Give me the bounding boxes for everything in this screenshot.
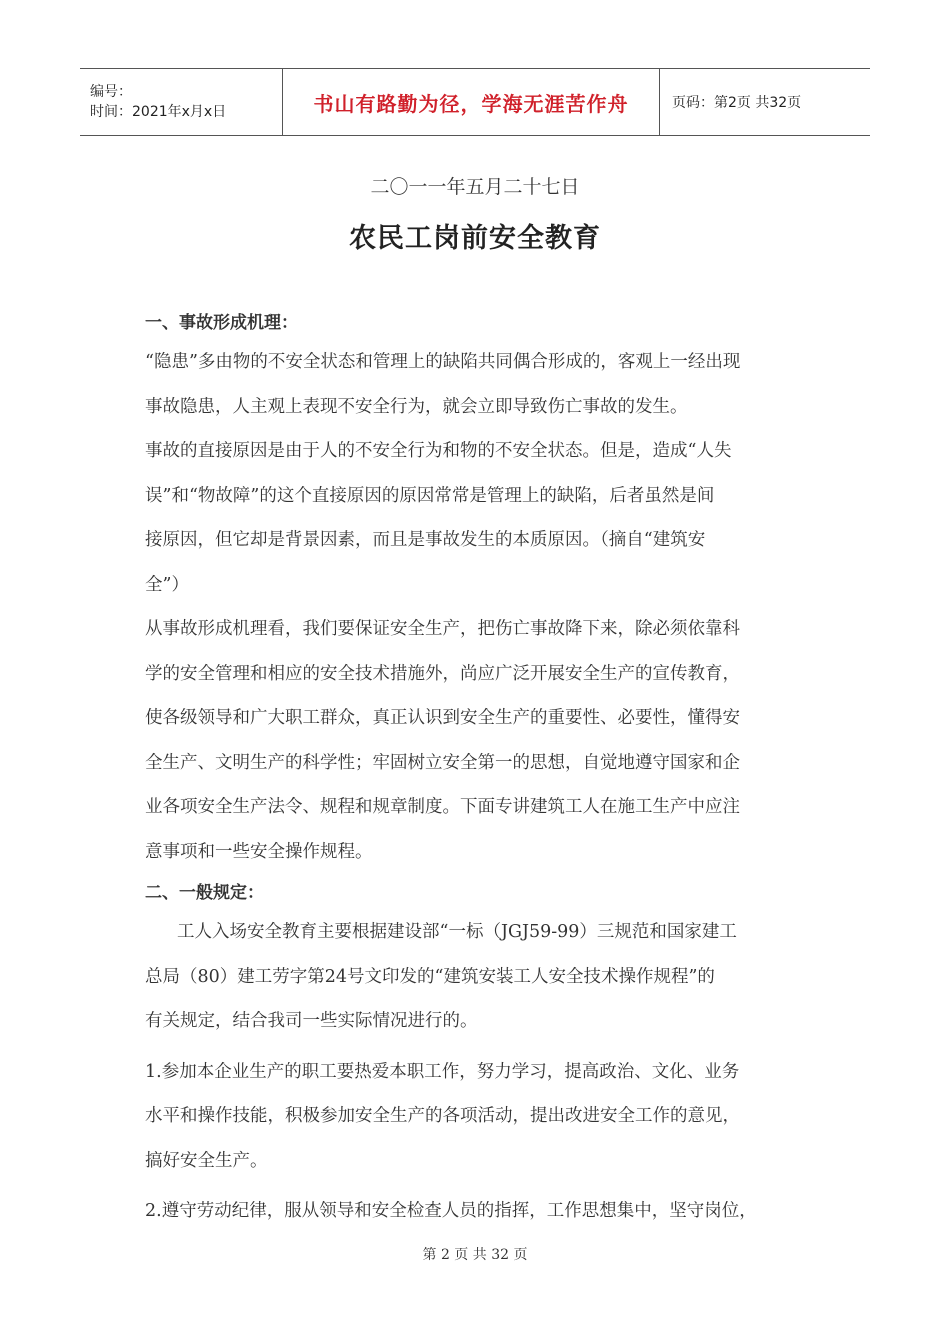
text-line: 全”） bbox=[145, 574, 189, 595]
serial-label: 编号： bbox=[90, 84, 132, 100]
header-motto bbox=[282, 69, 660, 135]
header-meta bbox=[80, 69, 282, 135]
section-heading: 二、一般规定： bbox=[145, 883, 264, 903]
document-body bbox=[145, 306, 810, 1234]
text-line: 业各项安全生产法令、规程和规章制度。下面专讲建筑工人在施工生产中应注 bbox=[145, 797, 740, 817]
text-line: 事故的直接原因是由于人的不安全行为和物的不安全状态。但是，造成“人失 bbox=[145, 441, 732, 461]
text-line: 学的安全管理和相应的安全技术措施外，尚应广泛开展安全生产的宣传教育， bbox=[145, 663, 740, 684]
text-line: 搞好安全生产。 bbox=[145, 1150, 268, 1171]
document-date: 二〇一一年五月二十七日 bbox=[370, 176, 580, 198]
section-1-body bbox=[145, 340, 810, 874]
page-footer: 第 2 页 共 32 页 bbox=[422, 1247, 528, 1263]
text-line: 意事项和一些安全操作规程。 bbox=[145, 841, 373, 862]
text-line: 事故隐患，人主观上表现不安全行为，就会立即导致伤亡事故的发生。 bbox=[145, 396, 688, 417]
text-line: 工人入场安全教育主要根据建设部“一标（JGJ59-99）三规范和国家建工 bbox=[177, 922, 737, 942]
page-info-text: 页码：第2页 共32页 bbox=[672, 95, 802, 111]
text-line: 使各级领导和广大职工群众，真正认识到安全生产的重要性、必要性，懂得安 bbox=[145, 708, 740, 728]
time-label: 时间：2021年x月x日 bbox=[90, 104, 227, 120]
motto-text: 书山有路勤为径，学海无涯苦作舟 bbox=[313, 91, 629, 116]
text-line: 2.遵守劳动纪律，服从领导和安全检查人员的指挥，工作思想集中，坚守岗位， bbox=[145, 1201, 757, 1221]
text-line: “隐患”多由物的不安全状态和管理上的缺陷共同偶合形成的，客观上一经出现 bbox=[145, 352, 741, 372]
text-line: 1.参加本企业生产的职工要热爱本职工作，努力学习，提高政治、文化、业务 bbox=[145, 1061, 740, 1082]
text-line: 全生产、文明生产的科学性；牢固树立安全第一的思想，自觉地遵守国家和企 bbox=[145, 752, 740, 773]
section-heading: 一、事故形成机理： bbox=[145, 313, 298, 333]
section-2-body bbox=[145, 910, 810, 1234]
header-page-info bbox=[660, 69, 870, 135]
text-line: 误”和“物故障”的这个直接原因的原因常常是管理上的缺陷，后者虽然是间 bbox=[145, 485, 715, 506]
text-line: 总局（80）建工劳字第24号文印发的“建筑安装工人安全技术操作规程”的 bbox=[145, 966, 715, 987]
text-line: 接原因，但它却是背景因素，而且是事故发生的本质原因。（摘自“建筑安 bbox=[145, 530, 706, 550]
document-title: 农民工岗前安全教育 bbox=[349, 223, 601, 254]
text-line: 水平和操作技能，积极参加安全生产的各项活动，提出改进安全工作的意见， bbox=[145, 1106, 740, 1126]
text-line: 有关规定，结合我司一些实际情况进行的。 bbox=[145, 1011, 478, 1031]
page-header bbox=[80, 68, 870, 136]
text-line: 从事故形成机理看，我们要保证安全生产，把伤亡事故降下来，除必须依靠科 bbox=[145, 619, 740, 639]
